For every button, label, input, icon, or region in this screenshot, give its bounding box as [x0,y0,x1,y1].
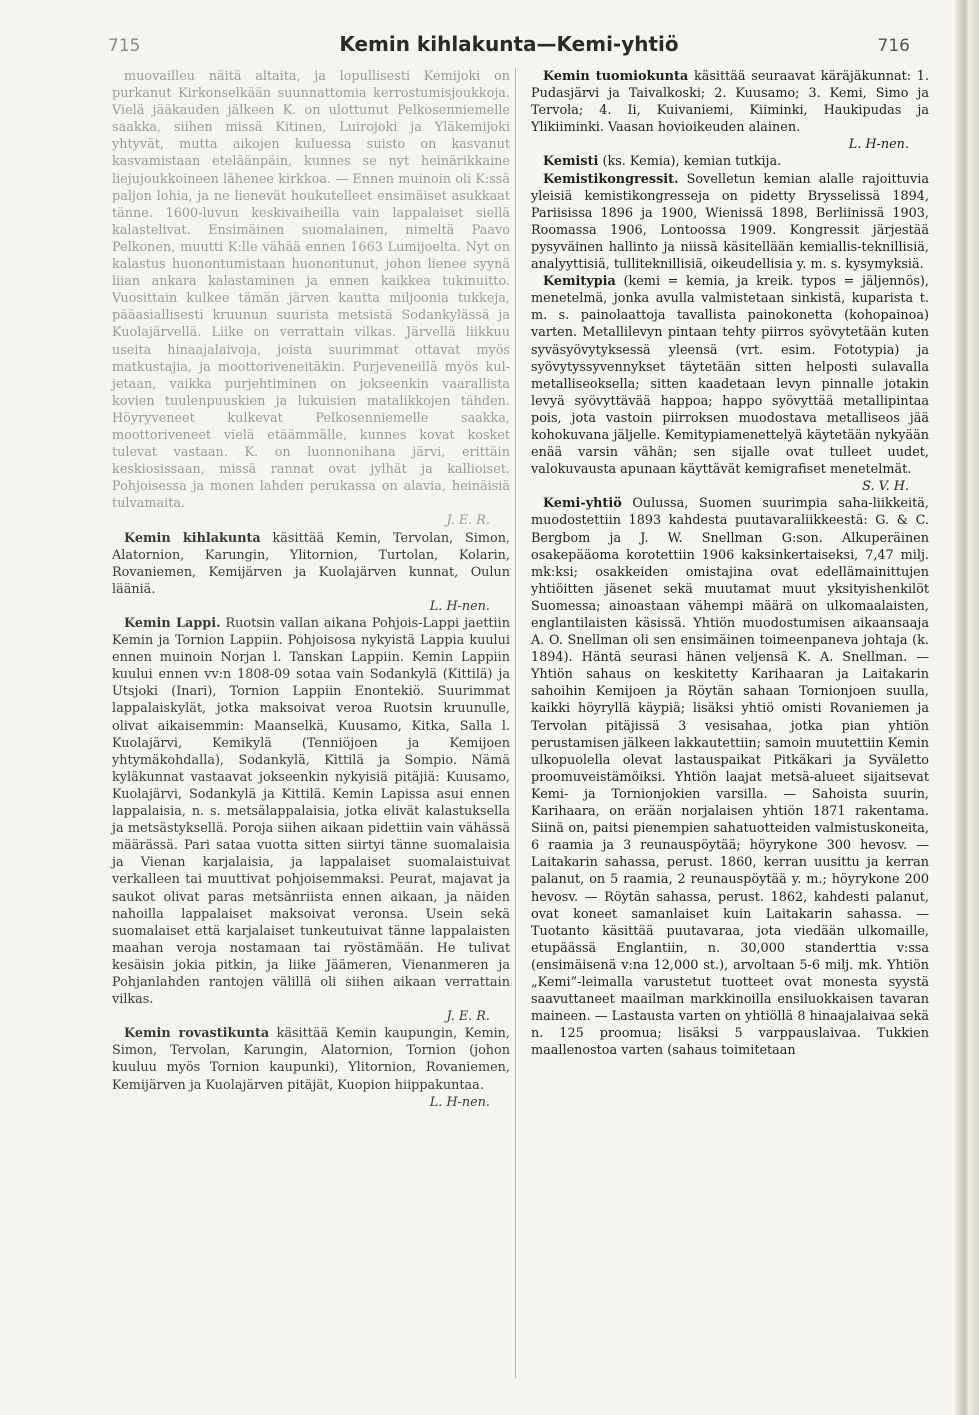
signature: L. H-nen. [429,598,490,614]
column-divider [515,68,516,1378]
entry-kemistikongressit: Kemistikongressit. Sovelletun kemian alalle rajoittuvia yleisiä kemistikongresseja on pidetty Brysselissä 1894, Pariisissa 1896 ja 1900, Wienissä 1898, Berliinissä 1903, Roomassa 1906, Lontoossa 1909. Kongressit järjestää pysyväinen hallinto ja niissä käsitellään kemiallis-teknillisiä, analyyttisiä, tulliteknillisiä, oikeudellisia y. m. s. kysymyksiä. [531,171,930,273]
signature: L. H-nen. [429,1094,490,1110]
entry-kemin-lappi: Kemin Lappi. Ruotsin vallan aikana Pohjois-Lappi jaettiin Kemin ja Tornion Lappiin. Pohjoisosa nykyistä Lappia kuului ennen muinoin Norjan l. Tanskan Lappiin. Kemin Lappiin kuului ennen vv:n 1808-09 sotaa vain Sodankylä (Kittilä) ja Utsjoki (Inari), Tornion Lappiin Enontekiö. Suurimmat lappalaiskylät, jotka maksoivat veroa Ruotsin kruunulle, olivat aikaisemmin: Maanselkä, Kuusamo, Kitka, Salla l. Kuolajärvi, Kemikylä (Tenniöjoen ja Kemijoen yhtymäkohdalla), Sodankylä, Kittilä ja Sompio. Nämä kyläkunnat vastaavat jokseenkin nykyisiä pitäjiä: Kuusamo, Kuolajärvi, Sodankylä ja Kittilä. Kemin Lapissa asui ennen lappalaisia, n. s. metsälappalaisia, jotka elivät kalastuksella ja metsästyksellä. Poroja siihen aikaan pidettiin vain vähässä määrässä. Pari sataa vuotta sitten siirtyi tänne suomalaisia ja Vienan karjalaisia, ja lappalaiset suomalaistuivat verkalleen tai muuttivat pohjoisemmaksi. Peurat, majavat ja saukot olivat paras metsänriista ennen aikaan, ja näiden nahoilla lappalaiset maksoivat veronsa. Usein sekä suomalaiset että karjalaiset tunkeutuivat tänne lappalaisten maahan veroja nostamaan tai ryöstämään. He tulivat kesäisin jokia pitkin, ja liike Jäämeren, Vienanmeren ja Pohjanlahden rantojen välillä oli siihen aikaan verrattain vilkas. J. E. R. [112,616,510,1025]
page-edge-shadow [955,0,979,1415]
running-title: Kemin kihlakunta—Kemi-yhtiö [339,32,679,56]
entry-kemijarvi-continued: muovailleu näitä altaita, ja lopullisesti Kemijoki on purkanut Kirkonselkään suunnattomia kerrostumisjoukkoja. Vielä jääkauden jälkeen K. on ulottunut Pelkosenniemelle saakka, siihen missä Kitinen, Luirojoki ja Yläkemijoki yhtyvät, mutta aikojen kuluessa suisto on kasvanut kasvamistaan eteläänpäin, kunnes se nyt heinärikkaine liejujoukkoineen lähenee kirkkoa. — Ennen muinoin oli K:ssä paljon lohia, ja ne lienevät houkutelleet ensimäiset asukkaat tänne. 1600-luvun keskivaiheilla vain lappalaiset siellä kalastelivat. Ensimäinen suomalainen, nimeltä Paavo Pelkonen, muutti K:lle vähää ennen 1663 Lumijoelta. Nyt on kalastus huonontumistaan huonontunut, johon lienee syynä liian ankara kalastaminen ja ennen kaikkea tukinuitto. Vuosittain kulkee tämän järven kautta miljoonia tukkeja, pääasiallisesti kruunun suurista metsistä Sodankylässä ja Kuolajärvellä. Liike on verrattain vilkas. Järvellä liikkuu useita hinaajalaivoja, joista suurimmat ottavat myös matkustajia, ja moottoriveneitäkin. Purjeveneillä myös kuljetaan, vaikka purjehtiminen on jokseenkin vaarallista kovien tuulenpuuskien ja lukuisien matalikkojen tähden. Höyryveneet kulkevat Pelkosenniemelle saakka, moottoriveneet vielä etäämmälle, kunnes kovat kosket tulevat vastaan. K. on luonnonihana järvi, erittäin keskiosissaan, missä rannat ovat jylhät ja kallioiset. Pohjoisessa ja monen lahden perukassa on alavia, heinäisiä tulvamaita. J. E. R. [112,69,510,529]
entry-kemisti: Kemisti (ks. Kemia), kemian tutkija. [543,154,782,170]
page-number-right: 716 [877,36,910,56]
entry-kemi-yhtio: Kemi-yhtiö Oulussa, Suomen suurimpia saha-liikkeitä, muodostettiin 1893 kahdesta puutavaraliikkeestä: G. & C. Bergbom ja J. W. Snellman G:son. Alkuperäinen osakepääoma korotettiin 1906 kaksinkertaiseksi, 7,47 milj. mk:ksi; osakkeiden omistajina ovat edellämainittujen yhtiöitten jäsenet sekä muutamat muut yksityishenkilöt Suomessa; ainoastaan vähempi määrä on ulkomaalaisten, englantilaisten käsissä. Yhtiön muodostumisen aikaansaaja A. O. Snellman oli sen ensimäinen toimeenpaneva johtaja (k. 1894). Häntä seurasi hänen veljensä K. A. Snellman. —Yhtiön sahaus on keskitetty Karihaaran ja Laitakarin sahoihin Kemijoen ja Röytän sahaan Tornionjoen suulla, kaikki höyryllä käypiä; lisäksi yhtiö omisti Rovaniemen ja Tervolan pitäjissä 3 vesisahaa, jotka pian yhtiön perustamisen jälkeen lakkautettiin; samoin muutettiin Kemin ulkopuolella olevat lastauspaikat Pitkäkari ja Syväletto proomuveistämöiksi. Yhtiön laajat metsä-alueet sijaitsevat Kemi- ja Tornionjokien varsilla. — Sahoista suurin, Karihaara, on erään norjalaisen yhtiön 1871 rakentama. Siinä on, paitsi pienempien sahatuotteiden valmistuskoneita, 6 raamia ja 3 reunauspöytää; höyrykone 300 hevosv. — Laitakarin sahassa, perust. 1860, kerran uusittu ja kerran palanut, on 5 raamia, 2 reunauspöytää y. m.; höyrykone 200 hevosv. — Röytän sahassa, perust. 1862, kahdesti palanut, ovat koneet samanlaiset kuin Laitakarin sahassa. — Tuotanto käsittää puutavaraa, jota viedään ulkomaille, etupäässä Englantiin, n. 30,000 standerttia v:ssa (ensimäisenä v:na 12,000 st.), arvoltaan 5-6 milj. mk. Yhtiön „Kemi”-leimalla varustetut tuotteet ovat monesta syystä saavuttaneet maailman markkinoilla ensiluokkaisen tavaran maineen. — Lastausta varten on yhtiöllä 8 hinaajalaivaa sekä n. 125 proomua; lisäksi 5 varppauslaivaa. Tukkien maallenostoa varten (sahaus toimitetaan [531,496,929,1059]
signature: S. V. H. [862,479,909,495]
entry-kemitypia: Kemitypia (kemi = kemia, ja kreik. typos = jäljennös), menetelmä, jonka avulla valmistetaan sinkistä, kuparista t. m. s. painolaattoja tavallista painokonetta (kohopainoa) varten. Metallilevyn pintaan tehty piirros syövytetään kuten syväsyövytyksessä yleensä (vrt. esim. Fototypia) ja syövytyssyvennykset täytetään sitten helposti sulavalla metalliseoksella; sitten kaadetaan levyn pinnalle jotakin levyä syövyttävää happoa; happo syövyttää metallipintaa pois, jota vastoin piirroksen muodostava metalliseos jää kohokuvana jäljelle. Kemitypiamenettelyä käytetään nykyään enää varsin vähän; sen sijalle ovat tulleet uudet, valokuvausta apunaan käyttävät kemigrafiset menetelmät. S. V. H. [531,274,929,495]
page-number-left: 715 [108,36,141,56]
right-column [531,68,929,1059]
signature: J. E. R. [446,1009,490,1025]
entry-kemin-tuomiokunta: Kemin tuomiokunta käsittää seuraavat käräjäkunnat: 1. Pudasjärvi ja Taivalkoski; 2. Kuusamo; 3. Kemi, Simo ja Tervola; 4. Ii, Kuivaniemi, Kiiminki, Haukipudas ja Ylikiiminki. Vaasan hovioikeuden alainen. L. H-nen. [531,69,929,153]
entry-kemin-rovastikunta: Kemin rovastikunta käsittää Kemin kaupungin, Kemin, Simon, Tervolan, Karungin, Alatornion, Tornion (johon kuuluu myös Tornion kaupunki), Ylitornion, Rovaniemen, Kemijärven ja Kuolajärven pitäjät, Kuopion hiippakuntaa. L. H-nen. [112,1026,510,1110]
signature: L. H-nen. [848,137,909,153]
page-header [100,30,918,60]
left-column [112,68,510,1111]
signature: J. E. R. [446,513,490,529]
entry-kemin-kihlakunta: Kemin kihlakunta käsittää Kemin, Tervolan, Simon, Alatornion, Karungin, Ylitornion, Turtolan, Kolarin, Rovaniemen, Kemijärven ja Kuolajärven kunnat, Oulun lääniä. L. H-nen. [112,530,511,614]
